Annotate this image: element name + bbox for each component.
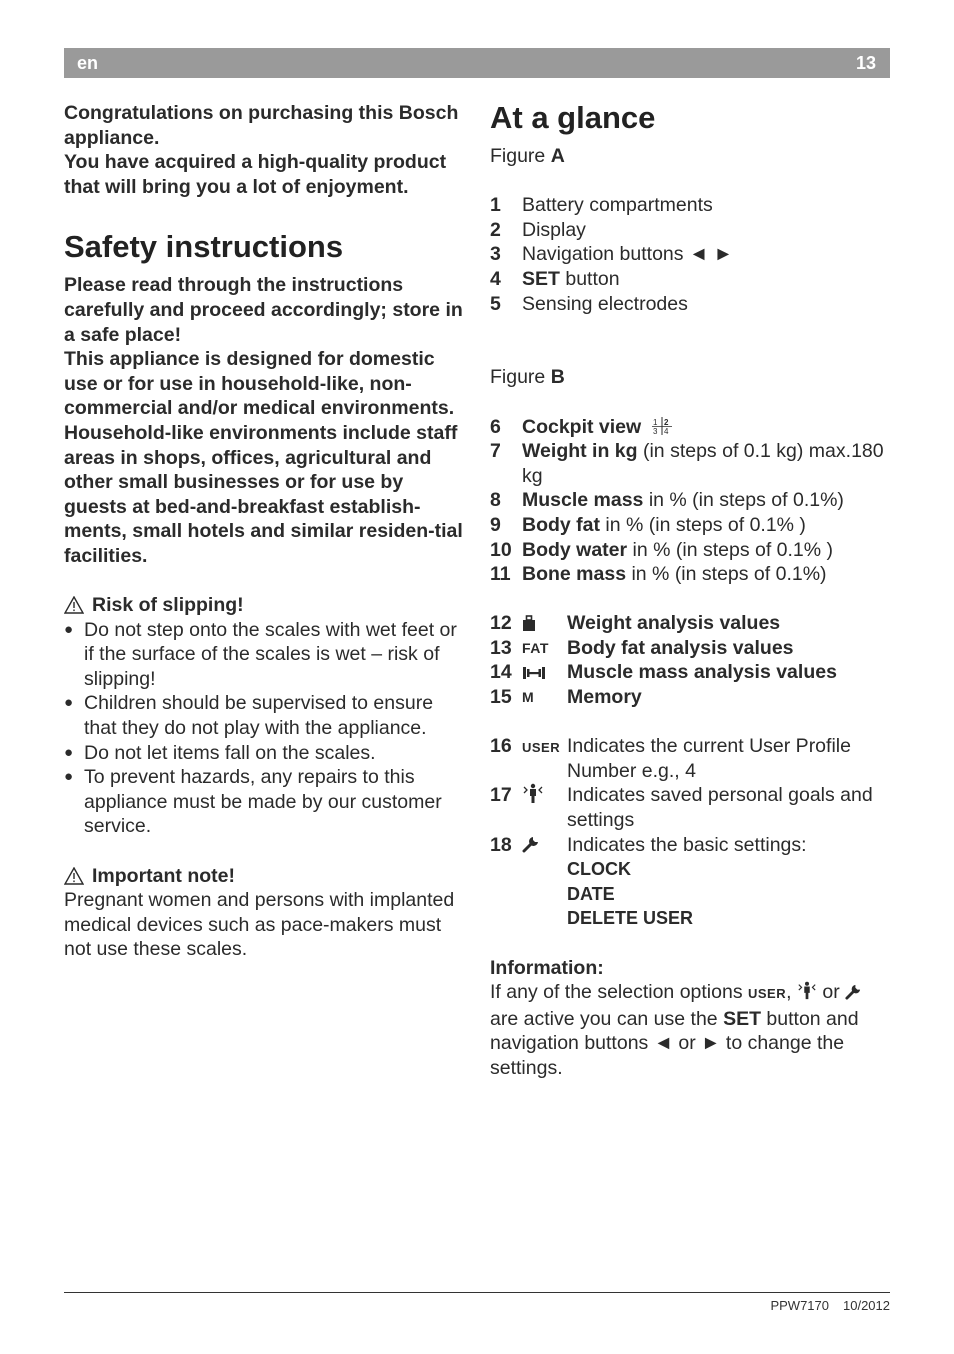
info-comma: ,	[786, 981, 792, 1004]
note-title: Important note!	[92, 864, 235, 887]
cockpit-view-icon	[651, 416, 673, 436]
warning-triangle-icon	[64, 596, 84, 614]
user-icon: USER	[522, 740, 561, 756]
intro-line-2: You have acquired a high-quality product that will bring you a lot of enjoyment.	[64, 151, 447, 198]
list-item	[490, 415, 892, 440]
page-number: 13	[855, 53, 876, 73]
note-heading	[64, 864, 466, 889]
item-bold-text: Bone mass	[522, 563, 627, 586]
list-item	[490, 292, 892, 317]
settings-list	[490, 734, 892, 931]
note-text: Pregnant women and persons with implanted medical devices such as pace-makers must not use these scales.	[64, 889, 455, 961]
analysis-list	[490, 611, 892, 709]
svg-text:4: 4	[663, 426, 669, 436]
setting-delete-user: DELETE USER	[567, 908, 694, 929]
item-number: 2	[490, 218, 501, 241]
list-item	[490, 538, 892, 563]
list-item	[490, 242, 892, 267]
print-date: 10/2012	[843, 1298, 890, 1313]
info-text: button and navigation buttons ◄ or ► to change the settings.	[490, 1007, 859, 1079]
item-text: in % (in steps of 0.1%)	[626, 563, 827, 586]
item-bold-text: Body water	[522, 538, 628, 561]
wrench-icon	[845, 983, 862, 1000]
info-text: are active you can use the	[490, 1007, 724, 1030]
figure-b-label	[490, 365, 892, 390]
item-text: Navigation buttons ◄ ►	[522, 243, 733, 266]
item-number: 7	[490, 440, 501, 463]
list-item	[490, 513, 892, 538]
language-code: en	[77, 53, 99, 73]
svg-text:1: 1	[652, 417, 658, 427]
list-item: ● Do not step onto the scales with wet feet or if the surface of the scales is wet – risk of slipping!	[64, 618, 466, 692]
list-item	[490, 218, 892, 243]
information-title: Information:	[490, 956, 604, 979]
setting-date: DATE	[567, 883, 615, 904]
item-text: in % (in steps of 0.1%)	[643, 489, 844, 512]
item-number: 3	[490, 243, 501, 266]
figure-letter: A	[550, 145, 565, 167]
list-item	[490, 734, 892, 783]
item-text: Battery compartments	[522, 194, 713, 217]
page-header	[64, 48, 890, 78]
item-bold-text: Cockpit view	[522, 415, 642, 438]
safety-title: Safety instructions	[64, 229, 344, 265]
risk-list	[64, 618, 466, 839]
item-number: 15	[490, 686, 512, 709]
figure-letter: B	[550, 366, 565, 389]
item-label: Muscle mass analysis values	[567, 661, 837, 684]
list-item	[490, 833, 892, 931]
right-column	[490, 101, 892, 1081]
footer-divider	[64, 1292, 890, 1293]
dumbbell-icon	[522, 660, 567, 685]
goal-person-icon	[522, 783, 567, 832]
item-number: 10	[490, 538, 512, 561]
memory-icon: M	[522, 689, 535, 706]
item-text: button	[559, 267, 620, 290]
safety-paragraph-3: Household-like environments include staff areas in shops, offices, agricultural and other small businesses or for use by guests at bed-and-breakfast establish-ments, small hotels and similar residen-tial facilities.	[64, 421, 463, 567]
svg-text:3: 3	[652, 426, 658, 436]
list-item	[490, 611, 892, 636]
item-number: 16	[490, 735, 512, 758]
fat-icon: FAT	[522, 639, 549, 656]
item-number: 18	[490, 833, 512, 856]
item-bold-text: Muscle mass	[522, 489, 644, 512]
user-icon: USER	[748, 986, 787, 1002]
item-bold-text: Body fat	[522, 513, 600, 536]
item-text: Sensing electrodes	[522, 292, 688, 315]
item-text: Indicates saved personal goals and settings	[567, 784, 873, 832]
intro-line-1: Congratulations on purchasing this Bosch appliance.	[64, 102, 459, 149]
item-label: Weight analysis values	[567, 612, 781, 635]
figure-b-list	[490, 415, 892, 587]
item-number: 5	[490, 292, 501, 315]
list-item	[490, 562, 892, 587]
list-item	[490, 267, 892, 292]
item-text: in % (in steps of 0.1% )	[600, 513, 806, 536]
item-text: Indicates the basic settings:	[567, 833, 807, 856]
glance-title: At a glance	[490, 100, 656, 135]
safety-paragraph-1: Please read through the instructions carefully and proceed accordingly; store in a safe place!	[64, 274, 463, 346]
item-number: 6	[490, 415, 501, 438]
warning-triangle-icon	[64, 867, 84, 885]
page-footer	[770, 1298, 890, 1313]
item-text: (in steps of 0.1 kg) max.180 kg	[522, 440, 884, 487]
list-item	[490, 685, 892, 710]
goal-person-icon	[797, 981, 817, 1001]
item-number: 9	[490, 513, 501, 536]
item-number: 13	[490, 636, 512, 659]
item-bold-text: SET	[522, 267, 560, 290]
figure-prefix: Figure	[490, 145, 551, 167]
model-number: PPW7170	[770, 1298, 829, 1313]
figure-a-label	[490, 144, 892, 169]
item-label: Memory	[567, 686, 642, 709]
item-number: 12	[490, 612, 512, 635]
item-number: 14	[490, 661, 512, 684]
item-number: 17	[490, 784, 512, 807]
item-number: 11	[490, 563, 511, 586]
item-text: Display	[522, 218, 586, 241]
item-text: in % (in steps of 0.1% )	[627, 538, 834, 561]
figure-prefix: Figure	[490, 366, 551, 389]
risk-title: Risk of slipping!	[92, 594, 244, 617]
info-set: SET	[723, 1007, 761, 1030]
basic-settings-list	[567, 857, 892, 931]
list-item	[490, 193, 892, 218]
item-text: Indicates the current User Profile Number e.g., 4	[567, 735, 851, 782]
weight-icon	[522, 611, 567, 636]
info-text: If any of the selection options	[490, 981, 748, 1004]
risk-heading	[64, 593, 466, 618]
list-item	[490, 636, 892, 661]
information-text	[490, 980, 892, 1080]
list-item	[490, 439, 892, 488]
left-column	[64, 101, 466, 962]
info-or: or	[816, 981, 846, 1004]
item-label: Body fat analysis values	[567, 636, 794, 659]
setting-clock: CLOCK	[567, 859, 631, 880]
list-item: ● Children should be supervised to ensure that they do not play with the appliance.	[64, 691, 466, 740]
list-item: ● Do not let items fall on the scales.	[64, 741, 466, 766]
item-number: 4	[490, 267, 501, 290]
list-item: ● To prevent hazards, any repairs to this appliance must be made by our customer service.	[64, 765, 466, 839]
list-item	[490, 660, 892, 685]
item-number: 8	[490, 489, 501, 512]
svg-text:2: 2	[663, 417, 669, 427]
safety-paragraph-2: This appliance is designed for domestic use or for use in household-like, non-commercial and/or medical environments.	[64, 348, 455, 420]
wrench-icon	[522, 833, 567, 931]
list-item	[490, 783, 892, 832]
list-item	[490, 488, 892, 513]
item-bold-text: Weight in kg	[522, 440, 638, 463]
figure-a-list	[490, 193, 892, 316]
item-number: 1	[490, 194, 501, 217]
